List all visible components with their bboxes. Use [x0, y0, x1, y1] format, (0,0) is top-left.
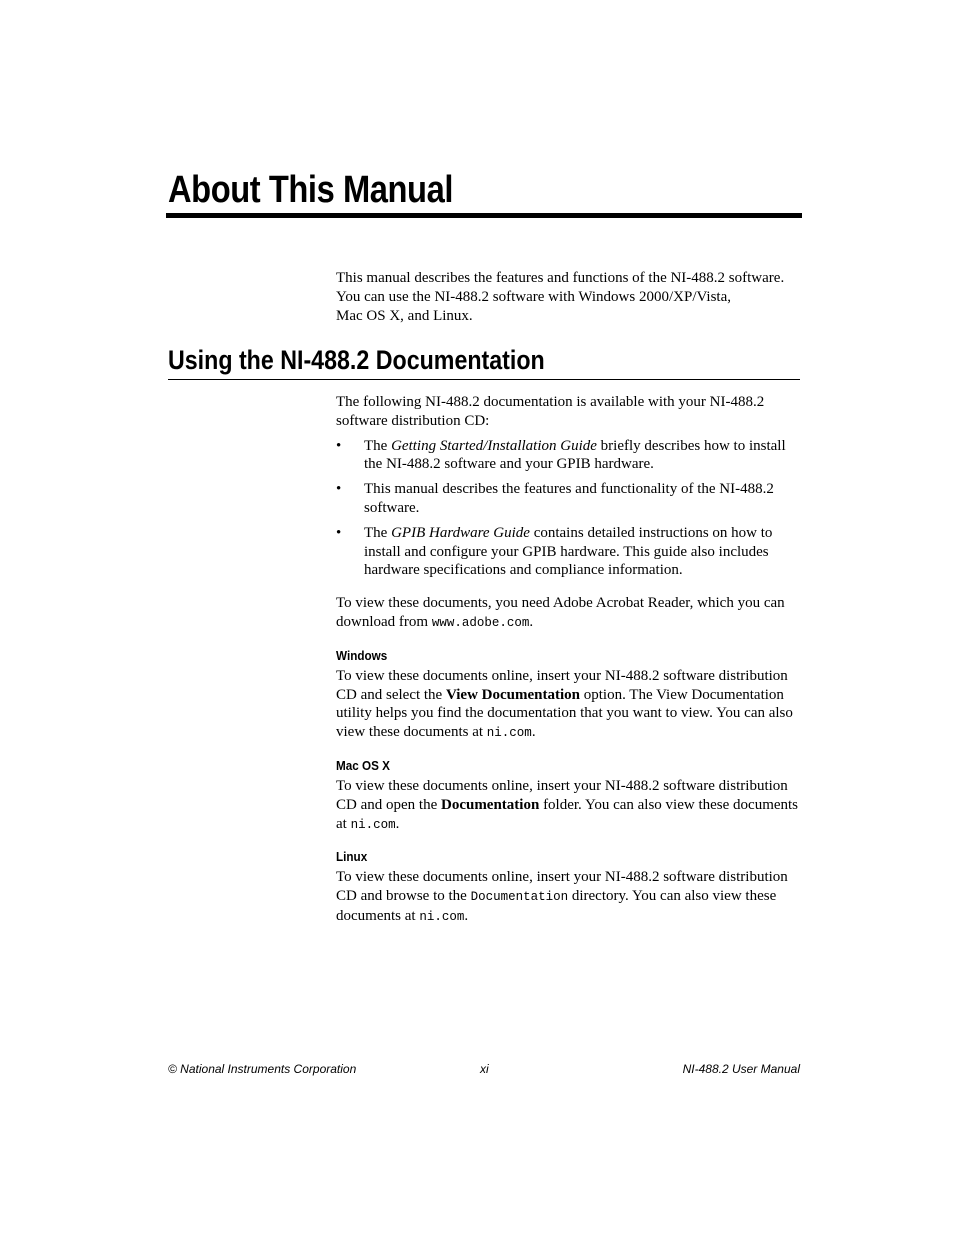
- intro-line: Mac OS X, and Linux.: [336, 307, 473, 324]
- macos-paragraph: To view these documents online, insert your NI-488.2 software distribution CD and open the Documentation folder. You can also view these documents at ni.com.: [336, 777, 799, 832]
- linux-heading: Linux: [336, 849, 368, 865]
- ni-link[interactable]: ni.com: [419, 909, 465, 924]
- footer-copyright: © National Instruments Corporation: [168, 1062, 357, 1076]
- list-item-text: The: [364, 437, 392, 454]
- bullet-marker: •: [336, 437, 342, 454]
- list-item: [336, 524, 800, 580]
- guide-title: Getting Started/Installation Guide: [391, 437, 597, 454]
- intro-line: You can use the NI-488.2 software with Windows 2000/XP/Vista,: [336, 288, 731, 305]
- adobe-link[interactable]: www.adobe.com: [431, 615, 530, 630]
- ni-link[interactable]: ni.com: [486, 726, 532, 741]
- documentation-folder-label: Documentation: [440, 796, 540, 813]
- linux-paragraph: To view these documents online, insert your NI-488.2 software distribution CD and browse to the Documentation directory. You can also view these documents at ni.com.: [336, 869, 788, 924]
- windows-heading: Windows: [336, 647, 388, 663]
- footer-manual-title: NI-488.2 User Manual: [682, 1062, 800, 1076]
- list-item-text: briefly describes how to install the NI-488.2 software and your GPIB hardware.: [364, 437, 786, 473]
- docs-intro-paragraph: The following NI-488.2 documentation is available with your NI-488.2 software distribution CD:: [336, 394, 765, 429]
- section-title: Using the NI-488.2 Documentation: [168, 345, 545, 375]
- guide-title: GPIB Hardware Guide: [391, 524, 530, 541]
- list-item-text: contains detailed instructions on how to install and configure your GPIB hardware. This guide also includes hardware specifications and compliance information.: [364, 524, 773, 579]
- macos-heading: Mac OS X: [336, 757, 390, 773]
- chapter-title-rule: [166, 213, 802, 218]
- list-item: [336, 480, 800, 518]
- chapter-title: About This Manual: [168, 169, 453, 211]
- intro-line: This manual describes the features and functions of the NI-488.2 software.: [336, 270, 785, 286]
- list-item-text: The: [364, 524, 392, 541]
- section-title-rule: [168, 379, 800, 380]
- footer-page-number: xi: [480, 1062, 489, 1076]
- bullet-marker: •: [336, 481, 342, 498]
- ni-link[interactable]: ni.com: [350, 817, 396, 832]
- list-item-text: This manual describes the features and functionality of the NI-488.2 software.: [364, 481, 774, 516]
- documentation-list: [336, 437, 800, 581]
- bullet-marker: •: [336, 524, 342, 541]
- acrobat-paragraph: To view these documents, you need Adobe Acrobat Reader, which you can download from www.adobe.com.: [336, 595, 785, 630]
- windows-paragraph: To view these documents online, insert your NI-488.2 software distribution CD and select the View Documentation option. The View Documentation utility helps you find the documentation that you want to view. You can also view these documents at ni.com.: [336, 667, 793, 741]
- list-item: [336, 437, 800, 475]
- documentation-section: [336, 393, 800, 927]
- documentation-directory: Documentation: [470, 890, 569, 905]
- intro-paragraph: [336, 269, 800, 325]
- view-documentation-label: View Documentation: [445, 686, 580, 703]
